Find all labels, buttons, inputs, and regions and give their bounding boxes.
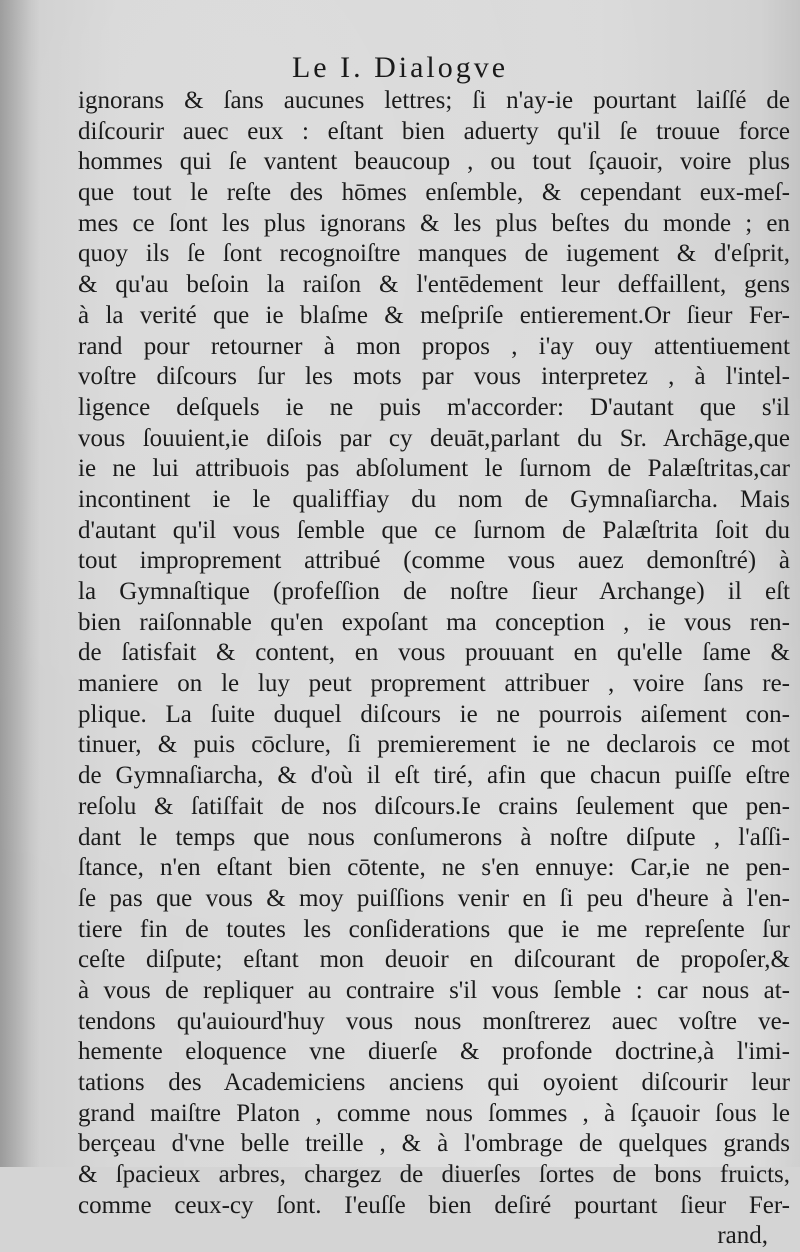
text-line: ceſte diſpute; eſtant mon deuoir en diſcourant de propoſer,& [78,946,790,974]
text-line: bien raiſonnable qu'en expoſant ma conception , ie vous ren- [78,608,790,636]
text-line: maniere on le luy peut proprement attribuer , voire ſans re- [78,670,790,698]
text-line: & qu'au beſoin la raiſon & l'entēdement leur deffaillent, gens [78,271,790,299]
text-line: reſolu & ſatiſfait de nos diſcours.Ie crains ſeulement que pen- [78,792,790,820]
text-line: voſtre diſcours ſur les mots par vous interpretez , à l'intel- [78,363,790,391]
text-line: rand pour retourner à mon propos , i'ay ouy attentiuement [78,332,790,360]
text-line: ignorans & ſans aucunes lettres; ſi n'ay-ie pourtant laiſſé de [78,87,790,114]
text-line: que tout le reſte des hōmes enſemble, & cependant eux-meſ- [78,179,790,207]
text-line: tations des Academiciens anciens qui oyoient diſcourir leur [78,1069,790,1096]
text-line: mes ce ſont les plus ignorans & les plus beſtes du monde ; en [78,209,790,237]
text-line: vous ſouuient,ie diſois par cy deuāt,parlant du Sr. Archāge,que [78,424,790,452]
text-line: tiere fin de toutes les conſiderations que ie me repreſente ſur [78,915,790,943]
text-line: comme ceux-cy ſont. I'euſſe bien deſiré pourtant ſieur Fer- [78,1191,790,1219]
text-line: plique. La ſuite duquel diſcours ie ne pourrois aiſement con- [78,700,790,728]
text-line: d'autant qu'il vous ſemble que ce ſurnom de Palæſtrita ſoit du [78,516,790,544]
text-line: dant le temps que nous conſumerons à noſtre diſpute , l'aſſi- [78,823,790,851]
body-text [78,86,790,1252]
text-line: de Gymnaſiarcha, & d'où il eſt tiré, afin que chacun puiſſe eſtre [78,762,790,790]
text-line: ſtance, n'en eſtant bien cōtente, ne s'en ennuye: Car,ie ne pen- [78,854,790,882]
text-line: hemente eloquence vne diuerſe & profonde doctrine,à l'imi- [78,1038,790,1066]
text-line: la Gymnaſtique (profeſſion de noſtre ſieur Archange) il eſt [78,578,790,605]
text-line: incontinent ie le qualiffiay du nom de Gymnaſiarcha. Mais [78,485,790,513]
text-line: & ſpacieux arbres, chargez de diuerſes ſortes de bons fruicts, [78,1161,790,1189]
text-line: ie ne lui attribuois pas abſolument le ſurnom de Palæſtritas,car [78,455,790,483]
text-line: tout improprement attribué (comme vous auez demonſtré) à [78,547,790,575]
text-line: grand maiſtre Platon , comme nous ſommes , à ſçauoir ſous le [78,1099,790,1127]
catchword: rand, [717,1222,768,1250]
text-line: berçeau d'vne belle treille , & à l'ombrage de quelques grands [78,1130,790,1158]
text-line: quoy ils ſe ſont recognoiſtre manques de iugement & d'eſprit, [78,240,790,268]
text-line: diſcourir auec eux : eſtant bien aduerty qu'il ſe trouue force [78,117,790,145]
text-line: tendons qu'auiourd'huy vous nous monſtrerez auec voſtre ve- [78,1007,790,1035]
text-line: ſe pas que vous & moy puiſſions venir en ſi peu d'heure à l'en- [78,884,790,912]
text-line: tinuer, & puis cōclure, ſi premierement ie ne declarois ce mot [78,731,790,759]
running-head: Le I. Dialogve [291,51,509,84]
text-line: à vous de repliquer au contraire s'il vous ſemble : car nous at- [78,976,790,1004]
text-line: à la verité que ie blaſme & meſpriſe entierement.Or ſieur Fer- [78,301,790,329]
text-line: de ſatisfait & content, en vous prouuant en qu'elle ſame & [78,639,790,667]
text-line: hommes qui ſe vantent beaucoup , ou tout ſçauoir, voire plus [78,148,790,176]
text-line: ligence deſquels ie ne puis m'accorder: D'autant que s'il [78,393,790,421]
gutter-shadow [0,0,40,1167]
